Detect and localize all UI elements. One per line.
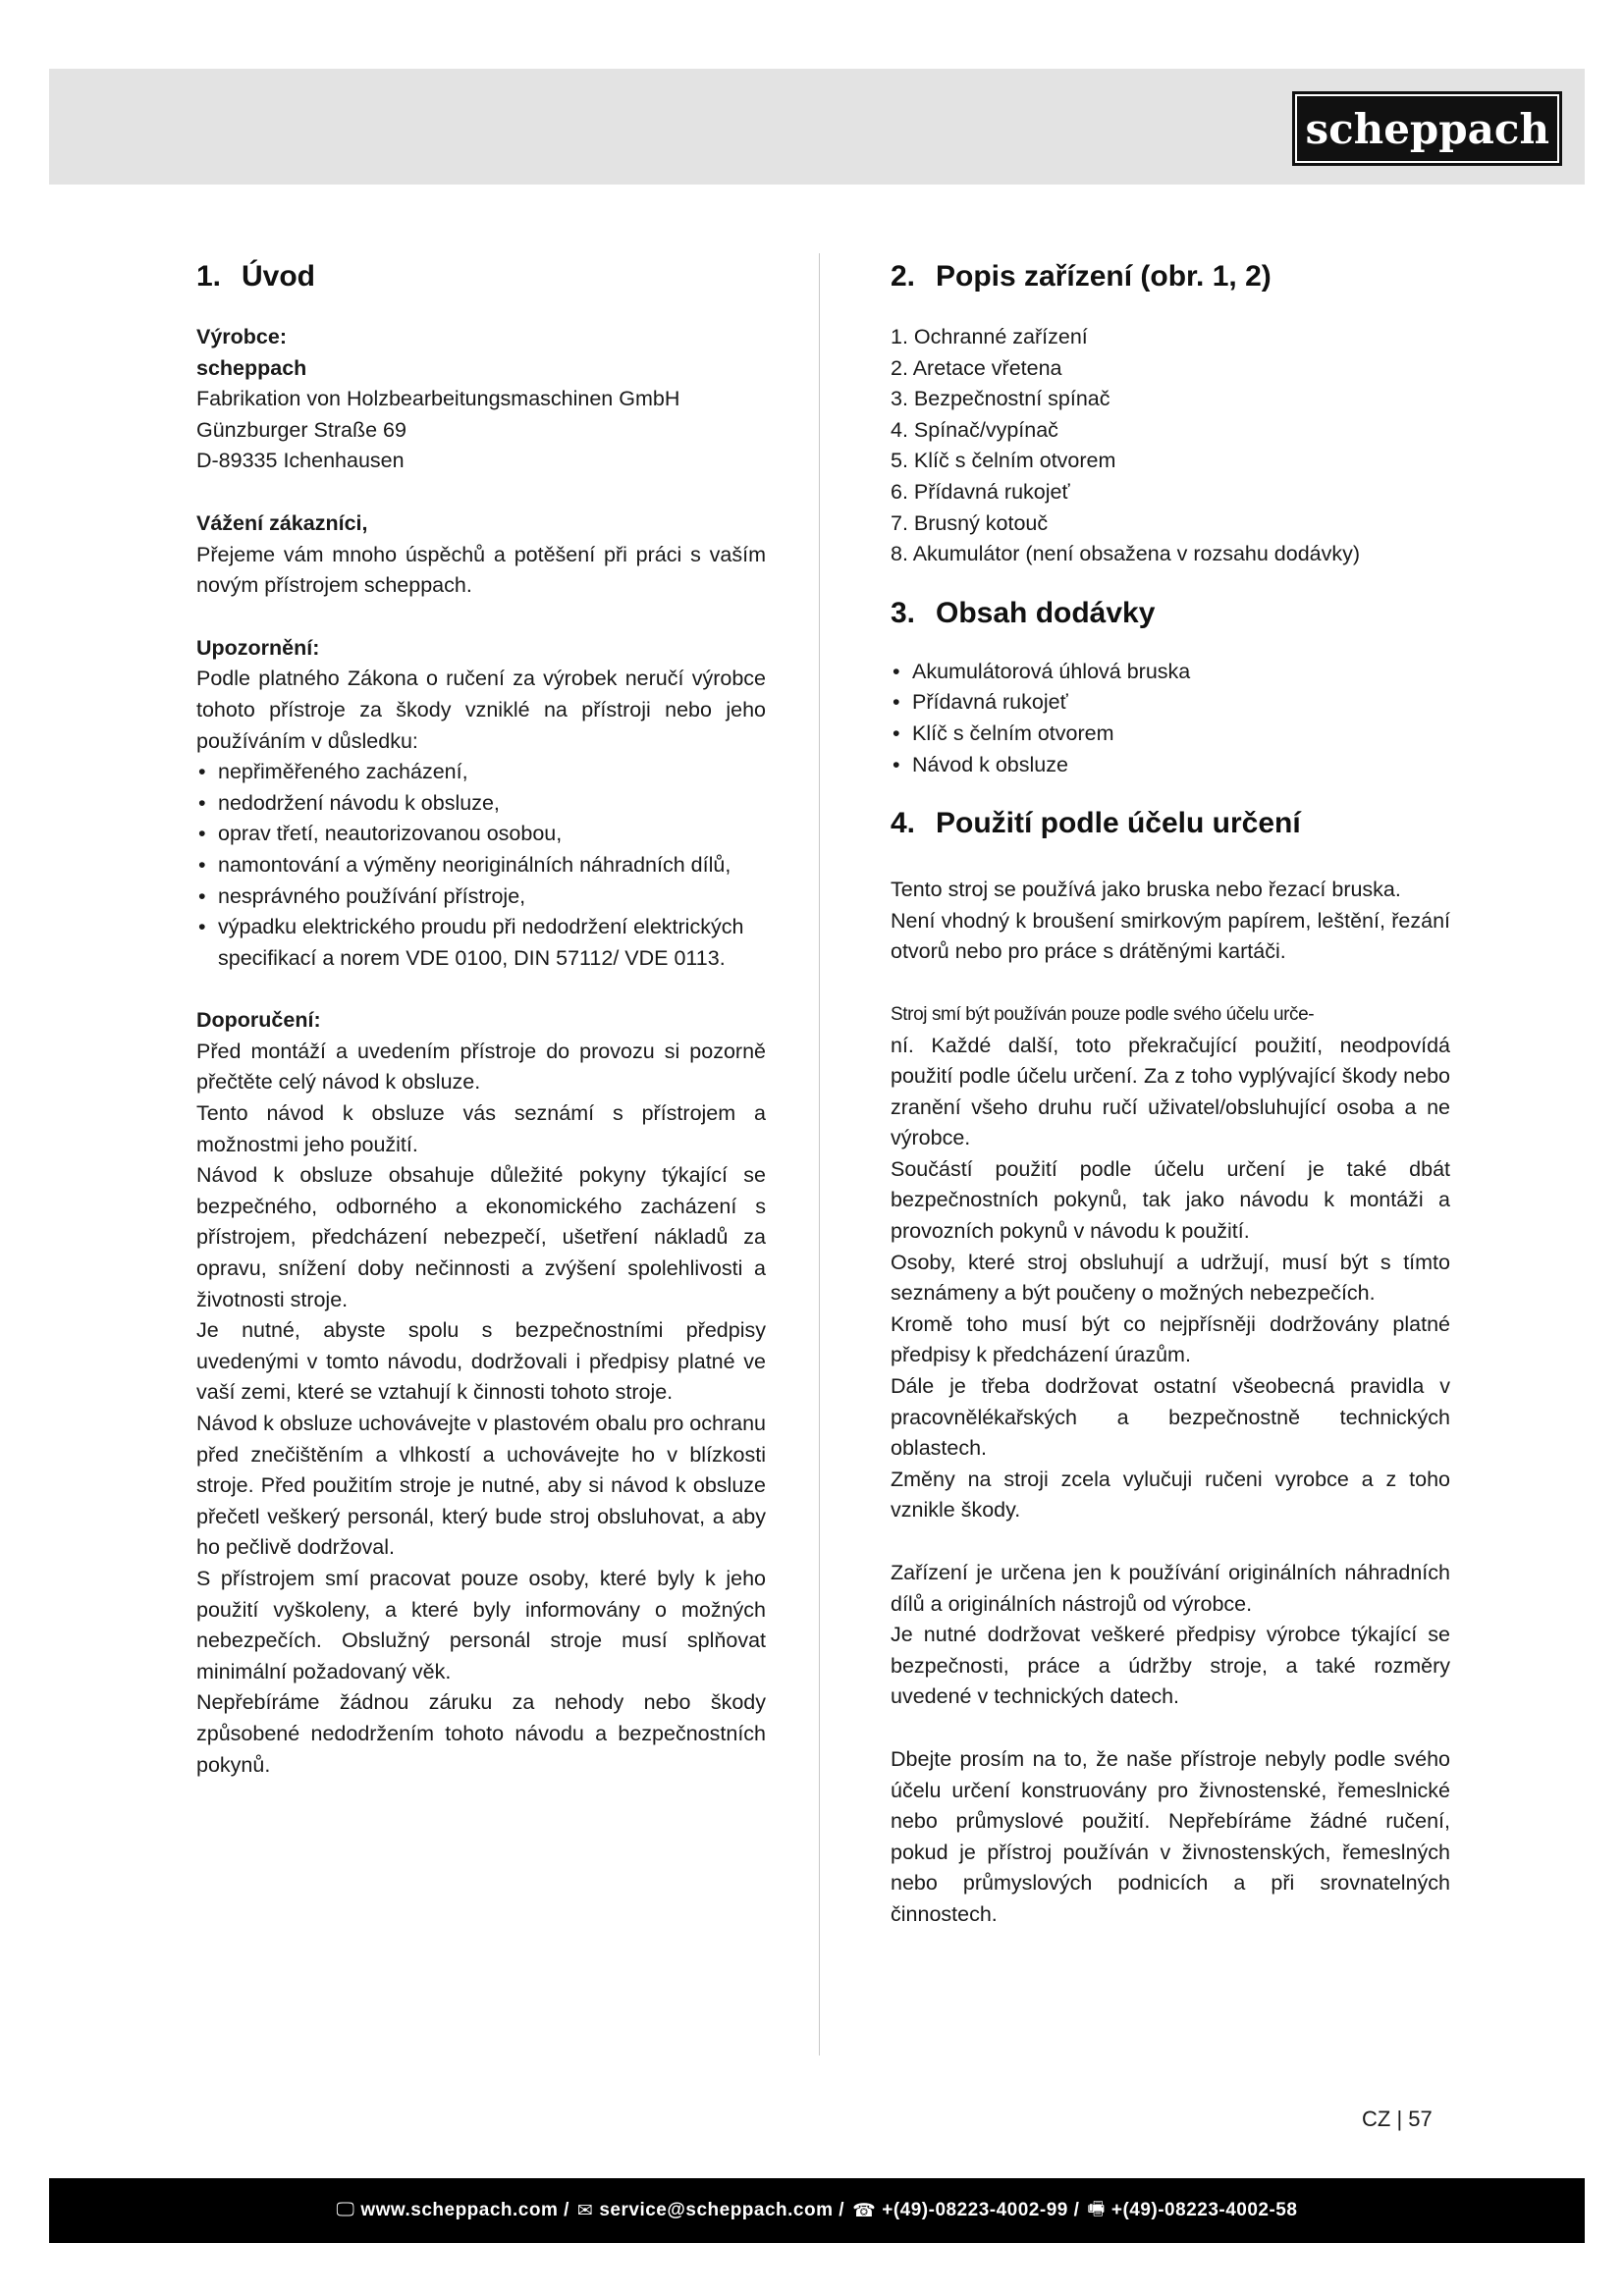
intended-use-paragraph: Dále je třeba dodržovat ostatní všeobecná pravidla v pracovnělékařských a bezpečnostně technických oblastech. (891, 1374, 1450, 1461)
recommendation-paragraph: Nepřebíráme žádnou záruku za nehody nebo škody způsobené nedodržením tohoto návodu a bezpečnostních pokynů. (196, 1690, 766, 1777)
section-heading-scope: 3. Obsah dodávky (891, 596, 1156, 629)
fax-icon: 🖷 (1087, 2199, 1106, 2219)
list-item: • namontování a výměny neoriginálních náhradních dílů, (196, 850, 766, 881)
footer-email-link[interactable]: service@scheppach.com / (599, 2200, 845, 2220)
list-item: • Přídavná rukojeť (891, 687, 1450, 719)
list-item: • Návod k obsluze (891, 750, 1450, 781)
device-parts-list (891, 322, 1450, 570)
list-item: 3. Bezpečnostní spínač (891, 387, 1110, 411)
intended-use-paragraph: Je nutné dodržovat veškeré předpisy výrobce týkající se bezpečnosti, práce a údržby stroje, a také rozměry uvedené v technických datech. (891, 1623, 1450, 1709)
recommendation-paragraph: S přístrojem smí pracovat pouze osoby, které byly k jeho použití vyškoleny, a které byly informovány o možných nebezpečích. Obslužný personál stroje musí splňovat minimální požadovaný věk. (196, 1566, 766, 1683)
list-item: • Klíč s čelním otvorem (891, 719, 1450, 750)
intended-use-paragraph: Tento stroj se používá jako bruska nebo řezací bruska. (891, 878, 1401, 902)
section-heading-intended-use: 4. Použití podle účelu určení (891, 807, 1301, 840)
recommendation-paragraph: Je nutné, abyste spolu s bezpečnostními předpisy uvedenými v tomto návodu, dodržovali i předpisy platné ve vaší zemi, které se vztahují k činnosti tohoto stroje. (196, 1318, 766, 1405)
phone-icon: ☎ (852, 2200, 877, 2221)
manufacturer-street: Günzburger Straße 69 (196, 417, 406, 442)
recommendation-paragraph: Návod k obsluze uchovávejte v plastovém obalu pro ochranu před znečištěním a vlhkostí a uchovávejte ho v blízkosti stroje. Před použitím stroje je nutné, aby si návod k obsluze přečetl veškerý personál, který bude stroj obsluhovat, a aby ho pečlivě dodržoval. (196, 1412, 766, 1560)
scope-of-delivery-list (891, 657, 1450, 780)
intended-use-paragraph-small: Stroj smí být používán pouze podle svého účelu urče- (891, 1003, 1315, 1025)
list-item: 8. Akumulátor (není obsažena v rozsahu dodávky) (891, 542, 1361, 566)
recommendation-label: Doporučení: (196, 1008, 321, 1033)
recommendation-paragraph: Návod k obsluze obsahuje důležité pokyny týkající se bezpečného, odborného a ekonomického zacházení s přístrojem, předcházení nebezpečí, ušetření nákladů za opravu, snížení doby nečinnosti a zvýšení spolehlivosti a životnosti stroje. (196, 1163, 766, 1311)
list-item: 6. Přídavná rukojeť (891, 479, 1070, 504)
manufacturer-company: Fabrikation von Holzbearbeitungsmaschinen GmbH (196, 387, 680, 411)
notice-list (196, 757, 766, 974)
notice-label: Upozornění: (196, 635, 320, 660)
section-heading-description: 2. Popis zařízení (obr. 1, 2) (891, 260, 1272, 293)
list-item: 1. Ochranné zařízení (891, 325, 1088, 348)
manufacturer-city: D-89335 Ichenhausen (196, 449, 405, 473)
scheppach-logo: scheppach (1292, 91, 1562, 166)
header-band (49, 69, 1585, 185)
intended-use-paragraph: Součástí použití podle účelu určení je také dbát bezpečnostních pokynů, tak jako návodu k montáži a provozních pokynů v návodu k použití. (891, 1156, 1450, 1244)
list-item: 4. Spínač/vypínač (891, 417, 1058, 442)
dear-customers-label: Vážení zákazníci, (196, 510, 368, 535)
notice-text: Podle platného Zákona o ručení za výrobek neručí výrobce tohoto přístroje za škody vzniklé na přístroji nebo jeho používáním v důsledku: (196, 667, 766, 753)
footer-bar (49, 2178, 1585, 2243)
list-item: • nepřiměřeného zacházení, (196, 757, 766, 788)
right-column (891, 253, 1450, 1931)
intended-use-paragraph: Dbejte prosím na to, že naše přístroje nebyly podle svého účelu určení konstruovány pro živnostenské, řemeslnické nebo průmyslové použití. Nepřebíráme žádné ručení, pokud je přístroj používán v živnostenských, řemeslných nebo průmyslových podnicích a při srovnatelných činnostech. (891, 1746, 1450, 1926)
list-item: • oprav třetí, neautorizovanou osobou, (196, 819, 766, 850)
intended-use-paragraph: Změny na stroji zcela vylučuji ručeni vyrobce a z toho vznikle škody. (891, 1467, 1450, 1522)
intended-use-paragraph: ní. Každé další, toto překračující použití, neodpovídá použití podle účelu určení. Za z toho vyplývající škody nebo zranění všeho druhu ručí uživatel/obsluhující osoba a ne výrobce. (891, 1033, 1450, 1150)
computer-icon: 🖵 (336, 2200, 355, 2220)
list-item: • Akumulátorová úhlová bruska (891, 657, 1450, 688)
recommendation-paragraph: Před montáží a uvedením přístroje do provozu si pozorně přečtěte celý návod k obsluze. (196, 1039, 766, 1095)
intended-use-paragraph: Není vhodný k broušení smirkovým papírem, leštění, řezání otvorů nebo pro práce s drátěnými kartáči. (891, 908, 1450, 964)
list-item: 7. Brusný kotouč (891, 510, 1049, 535)
intended-use-paragraph: Osoby, které stroj obsluhují a udržují, musí být s tímto seznámeny a být poučeny o možných nebezpečích. (891, 1250, 1450, 1306)
list-item: • nedodržení návodu k obsluze, (196, 788, 766, 820)
page-number: CZ | 57 (1362, 2107, 1433, 2131)
intended-use-paragraph: Zařízení je určena jen k používání originálních náhradních dílů a originálních nástrojů od výrobce. (891, 1561, 1450, 1616)
footer-fax: +(49)-08223-4002-58 (1110, 2200, 1298, 2220)
dear-customers-text: Přejeme vám mnoho úspěchů a potěšení při práci s vaším novým přístrojem scheppach. (196, 542, 766, 598)
section-heading-intro: 1. Úvod (196, 260, 315, 293)
list-item: 2. Aretace vřetena (891, 355, 1062, 380)
list-item: • nesprávného používání přístroje, (196, 881, 766, 913)
column-divider (819, 253, 820, 2056)
list-item: 5. Klíč s čelním otvorem (891, 449, 1116, 473)
recommendation-paragraph: Tento návod k obsluze vás seznámí s přístrojem a možnostmi jeho použití. (196, 1101, 766, 1156)
intended-use-paragraph: Kromě toho musí být co nejpřísněji dodržovány platné předpisy k předcházení úrazům. (891, 1311, 1450, 1367)
manufacturer-name: scheppach (196, 355, 307, 380)
mail-icon: ✉ (576, 2200, 594, 2221)
list-item: • výpadku elektrického proudu při nedodržení elektrických specifikací a norem VDE 0100, DIN 57112/ VDE 0113. (196, 912, 766, 974)
footer-phone: +(49)-08223-4002-99 / (882, 2200, 1080, 2220)
manufacturer-label: Výrobce: (196, 325, 288, 348)
left-column (196, 253, 766, 1781)
footer-website-link[interactable]: www.scheppach.com / (360, 2200, 569, 2220)
